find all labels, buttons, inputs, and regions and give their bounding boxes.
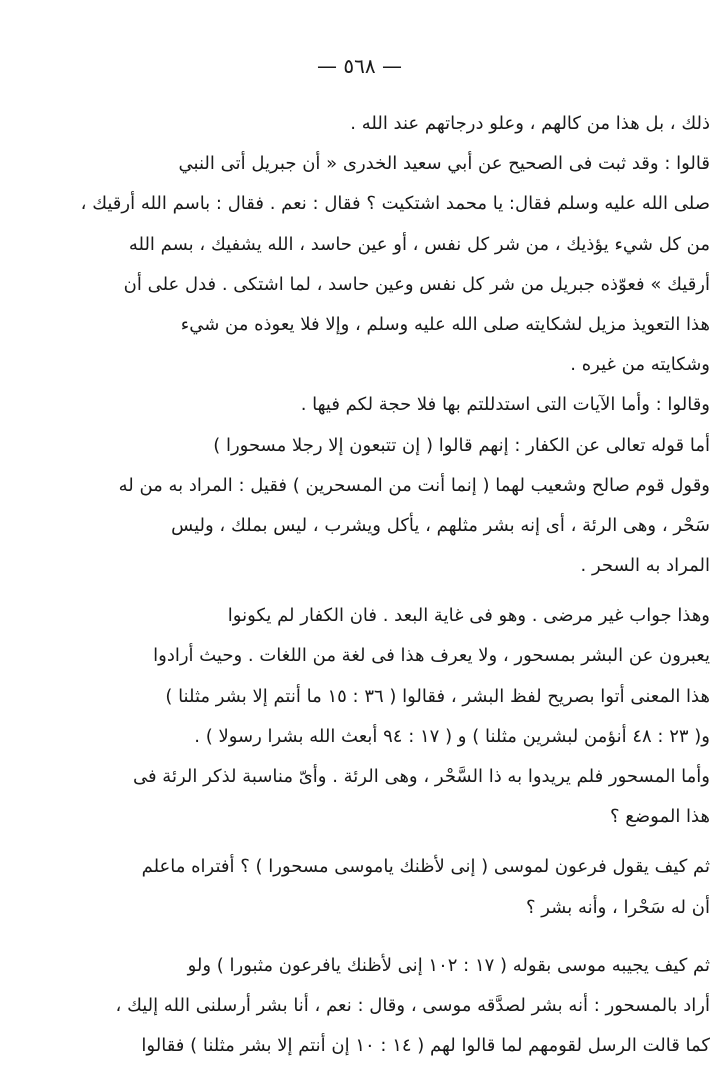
text-line: قالوا : وقد ثبت فى الصحيح عن أبي سعيد الخدرى « أن جبريل أتى النبي bbox=[178, 153, 710, 175]
text-line: و( ٢٣ : ٤٨ أنؤمن لبشرين مثلنا ) و ( ١٧ : ٩٤ أبعث الله بشرا رسولا ) . bbox=[194, 725, 710, 747]
paragraph-block-2 bbox=[78, 385, 710, 586]
paragraph-block-1 bbox=[78, 104, 710, 385]
text-line: أراد بالمسحور : أنه بشر لصدَّقه موسى ، وقال : نعم ، أنا بشر أرسلنى الله إليك ، bbox=[115, 994, 710, 1016]
paragraph-gap bbox=[78, 586, 710, 596]
text-line: من كل شيء يؤذيك ، من شر كل نفس ، أو عين حاسد ، الله يشفيك ، بسم الله bbox=[128, 233, 710, 255]
text-line: وهذا جواب غير مرضى . وهو فى غاية البعد . فان الكفار لم يكونوا bbox=[227, 605, 710, 627]
text-line: أن له سَحْرا ، وأنه بشر ؟ bbox=[525, 896, 710, 918]
text-line: هذا المعنى أتوا بصريح لفظ البشر ، فقالوا ( ٣٦ : ١٥ ما أنتم إلا بشر مثلنا ) bbox=[165, 685, 710, 707]
page-body bbox=[78, 104, 710, 1066]
text-line: وأما المسحور فلم يريدوا به ذا السَّحْر ، وهى الرئة . وأىّ مناسبة لذكر الرئة فى bbox=[132, 766, 710, 787]
paragraph-gap bbox=[78, 837, 710, 847]
text-line: أما قوله تعالى عن الكفار : إنهم قالوا ( إن تتبعون إلا رجلا مسحورا ) bbox=[213, 434, 710, 456]
text-line: وشكايته من غيره . bbox=[570, 354, 710, 376]
text-line: يعبرون عن البشر بمسحور ، ولا يعرف هذا فى لغة من اللغات . وحيث أرادوا bbox=[153, 645, 710, 667]
paragraph-gap bbox=[78, 928, 710, 946]
text-line: أرقيك » فعوّذه جبريل من شر كل نفس وعين حاسد ، لما اشتكى . فدل على أن bbox=[123, 273, 710, 295]
text-line: هذا التعويذ مزيل لشكايته صلى الله عليه وسلم ، وإلا فلا يعوذه من شيء bbox=[180, 313, 710, 335]
paragraph-block-3 bbox=[78, 596, 710, 837]
text-line: ثم كيف يجيبه موسى بقوله ( ١٧ : ١٠٢ إنى لأظنك يافرعون مثبورا ) ولو bbox=[187, 954, 710, 976]
text-line: وقالوا : وأما الآيات التى استدللتم بها فلا حجة لكم فيها . bbox=[300, 394, 710, 416]
page-number: — ٥٦٨ — bbox=[317, 54, 402, 78]
text-line: ثم كيف يقول فرعون لموسى ( إنى لأظنك ياموسى مسحورا ) ؟ أفتراه ماعلم bbox=[141, 856, 710, 878]
text-line: كما قالت الرسل لقومهم لما قالوا لهم ( ١٤ : ١٠ إن أنتم إلا بشر مثلنا ) فقالوا bbox=[141, 1035, 710, 1057]
paragraph-block-5 bbox=[78, 946, 710, 1067]
text-line: وقول قوم صالح وشعيب لهما ( إنما أنت من المسحرين ) فقيل : المراد به من له bbox=[118, 474, 710, 496]
text-line: سَحْر ، وهى الرئة ، أى إنه بشر مثلهم ، يأكل ويشرب ، ليس بملك ، وليس bbox=[171, 514, 710, 536]
text-line: هذا الموضع ؟ bbox=[610, 806, 710, 828]
paragraph-block-4 bbox=[78, 847, 710, 927]
text-line: صلى الله عليه وسلم فقال: يا محمد اشتكيت ؟ فقال : نعم . فقال : باسم الله أرقيك ، bbox=[80, 193, 710, 215]
text-line: المراد به السحر . bbox=[580, 555, 710, 577]
text-line: ذلك ، بل هذا من كالهم ، وعلو درجاتهم عند الله . bbox=[350, 113, 710, 134]
